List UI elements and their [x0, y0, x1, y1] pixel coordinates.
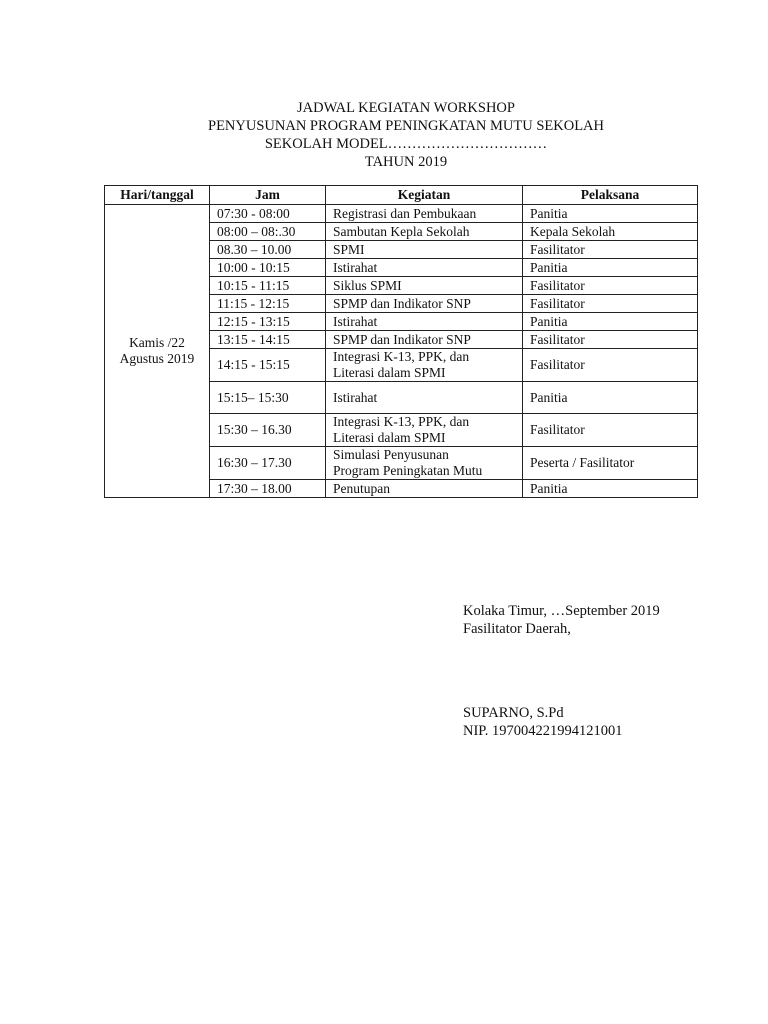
activity-cell — [326, 447, 523, 480]
signature-place-date: Kolaka Timur, …September 2019 — [463, 603, 660, 619]
activity-line: Literasi dalam SPMI — [333, 365, 446, 380]
year-line: TAHUN 2019 — [364, 154, 448, 170]
executor-cell: Fasilitator — [523, 277, 698, 295]
schedule-table — [104, 185, 698, 498]
time-cell: 15:30 – 16.30 — [210, 414, 326, 447]
activity-cell: SPMP dan Indikator SNP — [326, 331, 523, 349]
activity-cell: Istirahat — [326, 313, 523, 331]
header-pelaksana: Pelaksana — [523, 186, 698, 205]
day-cell: Kamis /22 Agustus 2019 — [105, 205, 210, 498]
executor-cell: Panitia — [523, 205, 698, 223]
activity-cell: Istirahat — [326, 259, 523, 277]
executor-cell: Panitia — [523, 313, 698, 331]
activity-cell: Penutupan — [326, 480, 523, 498]
time-cell: 16:30 – 17.30 — [210, 447, 326, 480]
document-title: JADWAL KEGIATAN WORKSHOP — [297, 100, 515, 116]
executor-cell: Fasilitator — [523, 414, 698, 447]
executor-cell: Fasilitator — [523, 349, 698, 382]
executor-cell: Fasilitator — [523, 241, 698, 259]
time-cell: 14:15 - 15:15 — [210, 349, 326, 382]
time-cell: 10:15 - 11:15 — [210, 277, 326, 295]
signature-nip: NIP. 197004221994121001 — [463, 723, 623, 739]
activity-line: Program Peningkatan Mutu — [333, 463, 483, 478]
time-cell: 07:30 - 08:00 — [210, 205, 326, 223]
activity-line: Integrasi K-13, PPK, dan — [333, 414, 470, 429]
time-cell: 11:15 - 12:15 — [210, 295, 326, 313]
executor-cell: Fasilitator — [523, 295, 698, 313]
executor-cell: Kepala Sekolah — [523, 223, 698, 241]
time-cell: 08:00 – 08:.30 — [210, 223, 326, 241]
document-subtitle: PENYUSUNAN PROGRAM PENINGKATAN MUTU SEKOLAH — [208, 118, 604, 134]
header-kegiatan: Kegiatan — [326, 186, 523, 205]
signature-name: SUPARNO, S.Pd — [463, 705, 564, 721]
activity-cell: SPMI — [326, 241, 523, 259]
time-cell: 17:30 – 18.00 — [210, 480, 326, 498]
executor-cell: Fasilitator — [523, 331, 698, 349]
signature-role: Fasilitator Daerah, — [463, 621, 571, 637]
table-row — [105, 205, 698, 223]
activity-line: Integrasi K-13, PPK, dan — [333, 349, 470, 364]
header-jam: Jam — [210, 186, 326, 205]
activity-cell: Registrasi dan Pembukaan — [326, 205, 523, 223]
activity-cell: Sambutan Kepla Sekolah — [326, 223, 523, 241]
executor-cell: Peserta / Fasilitator — [523, 447, 698, 480]
time-cell: 10:00 - 10:15 — [210, 259, 326, 277]
executor-cell: Panitia — [523, 480, 698, 498]
school-name-line: SEKOLAH MODEL…………………………… — [264, 136, 548, 152]
activity-cell — [326, 414, 523, 447]
header-hari-tanggal: Hari/tanggal — [105, 186, 210, 205]
activity-line: Literasi dalam SPMI — [333, 430, 446, 445]
activity-cell — [326, 349, 523, 382]
activity-cell: Siklus SPMI — [326, 277, 523, 295]
executor-cell: Panitia — [523, 382, 698, 414]
activity-line: Simulasi Penyusunan — [333, 447, 449, 462]
time-cell: 13:15 - 14:15 — [210, 331, 326, 349]
activity-cell: SPMP dan Indikator SNP — [326, 295, 523, 313]
activity-cell: Istirahat — [326, 382, 523, 414]
time-cell: 12:15 - 13:15 — [210, 313, 326, 331]
table-header-row — [105, 186, 698, 205]
time-cell: 08.30 – 10.00 — [210, 241, 326, 259]
executor-cell: Panitia — [523, 259, 698, 277]
time-cell: 15:15– 15:30 — [210, 382, 326, 414]
